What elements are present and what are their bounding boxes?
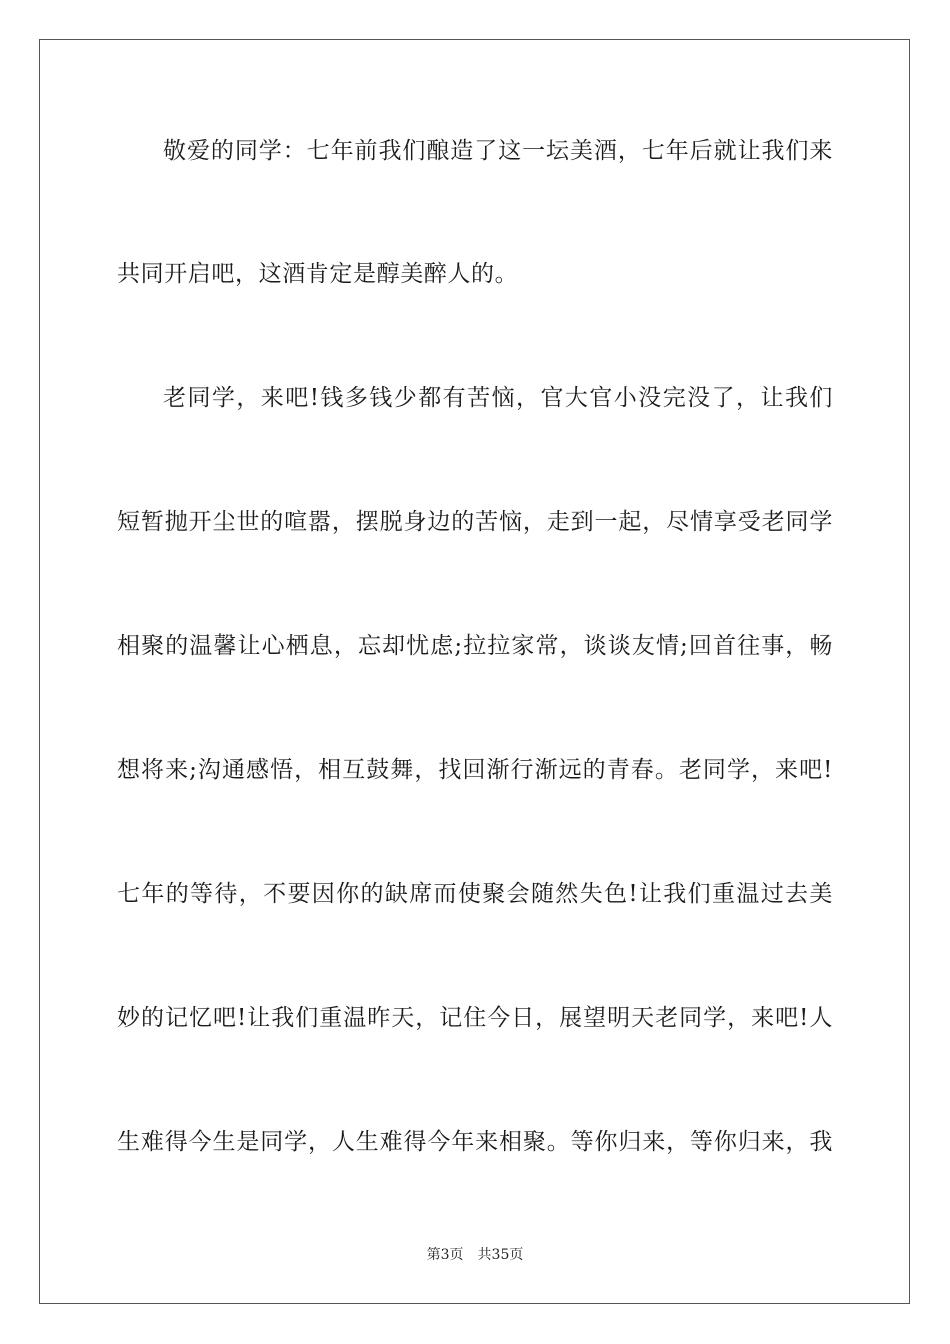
paragraph-line-2: 共同开启吧，这酒肯定是醇美醉人的。 — [117, 261, 519, 287]
paragraph-line-4: 短暂抛开尘世的喧嚣，摆脱身边的苦恼，走到一起，尽情享受老同学 — [117, 509, 833, 535]
paragraph-line-9: 生难得今生是同学，人生难得今年来相聚。等你归来，等你归来，我 — [117, 1129, 833, 1155]
paragraph-line-3: 老同学，来吧!钱多钱少都有苦恼，官大官小没完没了，让我们 — [163, 385, 833, 411]
paragraph-line-6: 想将来;沟通感悟，相互鼓舞，找回渐行渐远的青春。老同学，来吧! — [117, 757, 833, 783]
page-footer — [0, 1245, 950, 1265]
page-total: 共35页 — [477, 1247, 524, 1263]
page-border — [39, 39, 910, 1304]
paragraph-line-1: 敬爱的同学：七年前我们酿造了这一坛美酒，七年后就让我们来 — [163, 138, 833, 164]
paragraph-line-8: 妙的记忆吧!让我们重温昨天，记住今日，展望明天老同学，来吧!人 — [117, 1005, 833, 1031]
paragraph-line-7: 七年的等待，不要因你的缺席而使聚会随然失色!让我们重温过去美 — [117, 881, 833, 907]
page-number: 第3页 — [426, 1247, 464, 1263]
paragraph-line-5: 相聚的温馨让心栖息，忘却忧虑;拉拉家常，谈谈友情;回首往事，畅 — [117, 633, 833, 659]
